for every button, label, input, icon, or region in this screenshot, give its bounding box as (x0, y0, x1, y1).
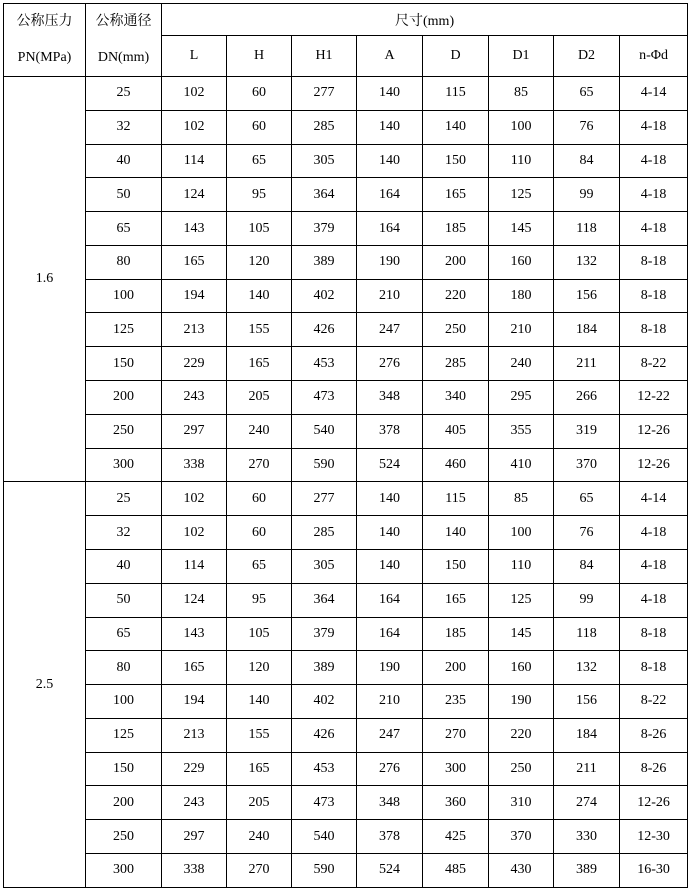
dimension-value-cell: 210 (489, 313, 554, 347)
dimension-value-cell: 4-14 (620, 77, 688, 111)
dimension-value-cell: 305 (292, 549, 357, 583)
dimension-value-cell: 338 (162, 853, 227, 887)
dimension-value-cell: 305 (292, 144, 357, 178)
dimension-value-cell: 156 (554, 279, 620, 313)
dn-value-cell: 125 (86, 718, 162, 752)
dn-value-cell: 200 (86, 786, 162, 820)
header-col-A: A (357, 36, 423, 77)
dn-value-cell: 25 (86, 77, 162, 111)
dimension-value-cell: 76 (554, 110, 620, 144)
dimension-value-cell: 453 (292, 752, 357, 786)
dimension-value-cell: 340 (423, 381, 489, 415)
dimension-value-cell: 99 (554, 583, 620, 617)
dimension-value-cell: 60 (227, 482, 292, 516)
table-row (4, 144, 688, 178)
dimension-value-cell: 165 (423, 178, 489, 212)
dimension-value-cell: 65 (227, 144, 292, 178)
table-row (4, 212, 688, 246)
dimension-value-cell: 180 (489, 279, 554, 313)
dimension-value-cell: 60 (227, 516, 292, 550)
dimension-value-cell: 270 (423, 718, 489, 752)
dimension-value-cell: 370 (554, 448, 620, 482)
dimension-value-cell: 115 (423, 482, 489, 516)
dimension-value-cell: 426 (292, 313, 357, 347)
dimension-value-cell: 211 (554, 347, 620, 381)
dimension-value-cell: 453 (292, 347, 357, 381)
dimension-value-cell: 140 (423, 110, 489, 144)
dimension-value-cell: 220 (489, 718, 554, 752)
dimension-value-cell: 143 (162, 212, 227, 246)
table-row (4, 820, 688, 854)
header-col-H1: H1 (292, 36, 357, 77)
dimension-value-cell: 102 (162, 77, 227, 111)
dimension-value-cell: 125 (489, 178, 554, 212)
dimension-value-cell: 12-22 (620, 381, 688, 415)
dimension-value-cell: 240 (227, 414, 292, 448)
dimension-value-cell: 164 (357, 178, 423, 212)
dimension-value-cell: 140 (423, 516, 489, 550)
valve-dimension-table (3, 3, 688, 888)
dimension-value-cell: 118 (554, 212, 620, 246)
dimension-value-cell: 348 (357, 786, 423, 820)
dimension-value-cell: 379 (292, 212, 357, 246)
dimension-value-cell: 160 (489, 245, 554, 279)
table-row (4, 77, 688, 111)
dimension-value-cell: 16-30 (620, 853, 688, 887)
dimension-value-cell: 540 (292, 820, 357, 854)
dimension-value-cell: 4-14 (620, 482, 688, 516)
dimension-value-cell: 115 (423, 77, 489, 111)
header-col-D1: D1 (489, 36, 554, 77)
dn-value-cell: 40 (86, 549, 162, 583)
dimension-value-cell: 190 (357, 651, 423, 685)
dimension-value-cell: 370 (489, 820, 554, 854)
table-row (4, 313, 688, 347)
dimension-value-cell: 266 (554, 381, 620, 415)
dimension-value-cell: 12-30 (620, 820, 688, 854)
dimension-value-cell: 190 (489, 685, 554, 719)
dimension-value-cell: 277 (292, 77, 357, 111)
dn-value-cell: 100 (86, 279, 162, 313)
dimension-value-cell: 65 (554, 482, 620, 516)
dimension-value-cell: 124 (162, 178, 227, 212)
dimension-value-cell: 125 (489, 583, 554, 617)
dimension-value-cell: 12-26 (620, 786, 688, 820)
dimension-value-cell: 4-18 (620, 110, 688, 144)
dimension-value-cell: 4-18 (620, 549, 688, 583)
dimension-value-cell: 389 (292, 651, 357, 685)
dn-value-cell: 50 (86, 583, 162, 617)
dimension-value-cell: 165 (423, 583, 489, 617)
dimension-value-cell: 145 (489, 212, 554, 246)
header-col-L: L (162, 36, 227, 77)
dimension-value-cell: 379 (292, 617, 357, 651)
table-row (4, 516, 688, 550)
dimension-value-cell: 76 (554, 516, 620, 550)
dimension-value-cell: 297 (162, 820, 227, 854)
table-row (4, 685, 688, 719)
dimension-value-cell: 285 (423, 347, 489, 381)
dimension-value-cell: 140 (357, 549, 423, 583)
dimension-value-cell: 105 (227, 617, 292, 651)
table-row (4, 279, 688, 313)
dimension-value-cell: 229 (162, 347, 227, 381)
table-row (4, 448, 688, 482)
table-row (4, 482, 688, 516)
dimension-value-cell: 540 (292, 414, 357, 448)
dimension-value-cell: 211 (554, 752, 620, 786)
dimension-value-cell: 378 (357, 820, 423, 854)
header-col-D2: D2 (554, 36, 620, 77)
header-nominal-diameter (86, 4, 162, 77)
table-row (4, 583, 688, 617)
dimension-value-cell: 164 (357, 617, 423, 651)
dimension-value-cell: 200 (423, 245, 489, 279)
nominal-diameter-label: 公称通径 (95, 14, 152, 29)
dimension-value-cell: 4-18 (620, 583, 688, 617)
dimension-value-cell: 213 (162, 718, 227, 752)
table-row (4, 110, 688, 144)
dimension-value-cell: 310 (489, 786, 554, 820)
dimension-value-cell: 360 (423, 786, 489, 820)
dimension-value-cell: 524 (357, 853, 423, 887)
dimension-value-cell: 295 (489, 381, 554, 415)
table-header (4, 4, 688, 77)
dimension-value-cell: 330 (554, 820, 620, 854)
dimension-value-cell: 297 (162, 414, 227, 448)
dimension-value-cell: 12-26 (620, 448, 688, 482)
dimension-value-cell: 229 (162, 752, 227, 786)
dimension-value-cell: 247 (357, 718, 423, 752)
dimension-value-cell: 60 (227, 110, 292, 144)
table-row (4, 549, 688, 583)
dimension-value-cell: 185 (423, 212, 489, 246)
dimension-value-cell: 378 (357, 414, 423, 448)
header-dimensions: 尺寸(mm) (162, 4, 688, 36)
dimension-value-cell: 99 (554, 178, 620, 212)
dimension-value-cell: 220 (423, 279, 489, 313)
dimension-value-cell: 425 (423, 820, 489, 854)
dimension-value-cell: 8-26 (620, 718, 688, 752)
dimension-value-cell: 120 (227, 651, 292, 685)
dimension-value-cell: 276 (357, 752, 423, 786)
dimension-value-cell: 524 (357, 448, 423, 482)
dimension-value-cell: 150 (423, 144, 489, 178)
table-row (4, 245, 688, 279)
dimension-value-cell: 8-18 (620, 313, 688, 347)
dimension-value-cell: 102 (162, 516, 227, 550)
dn-value-cell: 25 (86, 482, 162, 516)
dn-value-cell: 100 (86, 685, 162, 719)
dimension-value-cell: 8-18 (620, 651, 688, 685)
dimension-value-cell: 250 (423, 313, 489, 347)
dimension-value-cell: 402 (292, 685, 357, 719)
header-col-n-phi-d: n-Φd (620, 36, 688, 77)
table-row (4, 617, 688, 651)
dn-value-cell: 80 (86, 245, 162, 279)
dimension-value-cell: 140 (357, 144, 423, 178)
dimension-value-cell: 410 (489, 448, 554, 482)
dimension-value-cell: 4-18 (620, 178, 688, 212)
header-nominal-pressure (4, 4, 86, 77)
dimension-value-cell: 8-18 (620, 617, 688, 651)
dimension-value-cell: 364 (292, 178, 357, 212)
dimension-value-cell: 243 (162, 381, 227, 415)
dimension-value-cell: 102 (162, 110, 227, 144)
dimension-value-cell: 485 (423, 853, 489, 887)
dimension-value-cell: 140 (357, 482, 423, 516)
dimension-value-cell: 4-18 (620, 516, 688, 550)
dimension-value-cell: 194 (162, 279, 227, 313)
dimension-value-cell: 590 (292, 853, 357, 887)
dimension-value-cell: 164 (357, 583, 423, 617)
dimension-value-cell: 156 (554, 685, 620, 719)
dimension-value-cell: 270 (227, 448, 292, 482)
dn-value-cell: 40 (86, 144, 162, 178)
dimension-value-cell: 430 (489, 853, 554, 887)
pressure-group-value: 1.6 (4, 77, 86, 482)
dimension-value-cell: 405 (423, 414, 489, 448)
dimension-value-cell: 8-22 (620, 347, 688, 381)
dn-value-cell: 250 (86, 820, 162, 854)
dimension-value-cell: 460 (423, 448, 489, 482)
dimension-value-cell: 426 (292, 718, 357, 752)
dimension-value-cell: 85 (489, 77, 554, 111)
dimension-value-cell: 285 (292, 110, 357, 144)
nominal-diameter-unit: DN(mm) (97, 50, 150, 65)
table-row (4, 853, 688, 887)
dimension-value-cell: 389 (292, 245, 357, 279)
dn-value-cell: 125 (86, 313, 162, 347)
table-row (4, 178, 688, 212)
dimension-value-cell: 118 (554, 617, 620, 651)
dn-value-cell: 150 (86, 347, 162, 381)
dimension-value-cell: 140 (357, 110, 423, 144)
dimension-value-cell: 8-22 (620, 685, 688, 719)
dimension-value-cell: 165 (162, 245, 227, 279)
dimension-value-cell: 200 (423, 651, 489, 685)
table-row (4, 414, 688, 448)
dimension-value-cell: 140 (227, 279, 292, 313)
dimension-value-cell: 210 (357, 279, 423, 313)
dimension-value-cell: 473 (292, 786, 357, 820)
dimension-value-cell: 184 (554, 718, 620, 752)
dimension-value-cell: 213 (162, 313, 227, 347)
dimension-value-cell: 160 (489, 651, 554, 685)
dimension-value-cell: 402 (292, 279, 357, 313)
dimension-value-cell: 165 (227, 347, 292, 381)
dimension-value-cell: 270 (227, 853, 292, 887)
table-row (4, 347, 688, 381)
dimension-value-cell: 235 (423, 685, 489, 719)
table-row (4, 651, 688, 685)
table-row (4, 381, 688, 415)
dimension-value-cell: 8-26 (620, 752, 688, 786)
dimension-value-cell: 12-26 (620, 414, 688, 448)
dimension-value-cell: 348 (357, 381, 423, 415)
dimension-value-cell: 132 (554, 245, 620, 279)
dn-value-cell: 300 (86, 448, 162, 482)
nominal-pressure-unit: PN(MPa) (17, 50, 72, 65)
dimension-value-cell: 389 (554, 853, 620, 887)
dimension-value-cell: 100 (489, 516, 554, 550)
dimension-value-cell: 300 (423, 752, 489, 786)
dimension-value-cell: 150 (423, 549, 489, 583)
dimension-value-cell: 185 (423, 617, 489, 651)
dimension-value-cell: 274 (554, 786, 620, 820)
table-row (4, 718, 688, 752)
nominal-pressure-label: 公称压力 (16, 14, 73, 29)
dimension-value-cell: 285 (292, 516, 357, 550)
dimension-value-cell: 124 (162, 583, 227, 617)
dimension-value-cell: 105 (227, 212, 292, 246)
dimension-value-cell: 140 (357, 516, 423, 550)
dimension-value-cell: 164 (357, 212, 423, 246)
dimension-value-cell: 473 (292, 381, 357, 415)
dimension-value-cell: 114 (162, 144, 227, 178)
dn-value-cell: 50 (86, 178, 162, 212)
dimension-value-cell: 140 (227, 685, 292, 719)
dimension-value-cell: 8-18 (620, 245, 688, 279)
dimension-value-cell: 165 (227, 752, 292, 786)
dimension-value-cell: 155 (227, 313, 292, 347)
dimension-value-cell: 364 (292, 583, 357, 617)
dn-value-cell: 80 (86, 651, 162, 685)
dimension-value-cell: 65 (227, 549, 292, 583)
dimension-value-cell: 60 (227, 77, 292, 111)
dimension-value-cell: 95 (227, 583, 292, 617)
dimension-value-cell: 140 (357, 77, 423, 111)
table-row (4, 752, 688, 786)
dimension-value-cell: 110 (489, 144, 554, 178)
dimension-value-cell: 590 (292, 448, 357, 482)
dimension-value-cell: 184 (554, 313, 620, 347)
dimension-value-cell: 95 (227, 178, 292, 212)
dimension-value-cell: 355 (489, 414, 554, 448)
dimension-value-cell: 4-18 (620, 212, 688, 246)
dimension-value-cell: 277 (292, 482, 357, 516)
dimension-value-cell: 210 (357, 685, 423, 719)
dn-value-cell: 65 (86, 212, 162, 246)
dimension-value-cell: 247 (357, 313, 423, 347)
dimension-value-cell: 4-18 (620, 144, 688, 178)
dimension-value-cell: 85 (489, 482, 554, 516)
dimension-value-cell: 145 (489, 617, 554, 651)
dimension-value-cell: 65 (554, 77, 620, 111)
dn-value-cell: 150 (86, 752, 162, 786)
table-row (4, 786, 688, 820)
dimension-value-cell: 114 (162, 549, 227, 583)
dimension-value-cell: 205 (227, 381, 292, 415)
dimension-value-cell: 205 (227, 786, 292, 820)
dimension-value-cell: 190 (357, 245, 423, 279)
dn-value-cell: 32 (86, 110, 162, 144)
dimension-value-cell: 240 (489, 347, 554, 381)
dimension-value-cell: 240 (227, 820, 292, 854)
dn-value-cell: 300 (86, 853, 162, 887)
dimension-value-cell: 194 (162, 685, 227, 719)
dimension-value-cell: 250 (489, 752, 554, 786)
header-col-H: H (227, 36, 292, 77)
dimension-value-cell: 338 (162, 448, 227, 482)
dimension-value-cell: 8-18 (620, 279, 688, 313)
dimension-value-cell: 276 (357, 347, 423, 381)
dimension-value-cell: 100 (489, 110, 554, 144)
dimension-value-cell: 319 (554, 414, 620, 448)
dn-value-cell: 32 (86, 516, 162, 550)
dimension-value-cell: 84 (554, 549, 620, 583)
dimension-value-cell: 132 (554, 651, 620, 685)
dimension-value-cell: 165 (162, 651, 227, 685)
header-col-D: D (423, 36, 489, 77)
dimension-value-cell: 120 (227, 245, 292, 279)
table-body (4, 77, 688, 888)
dimension-value-cell: 110 (489, 549, 554, 583)
dimension-value-cell: 243 (162, 786, 227, 820)
dimension-value-cell: 155 (227, 718, 292, 752)
dn-value-cell: 250 (86, 414, 162, 448)
pressure-group-value: 2.5 (4, 482, 86, 888)
dn-value-cell: 200 (86, 381, 162, 415)
dn-value-cell: 65 (86, 617, 162, 651)
dimension-value-cell: 143 (162, 617, 227, 651)
dimension-value-cell: 84 (554, 144, 620, 178)
dimension-value-cell: 102 (162, 482, 227, 516)
